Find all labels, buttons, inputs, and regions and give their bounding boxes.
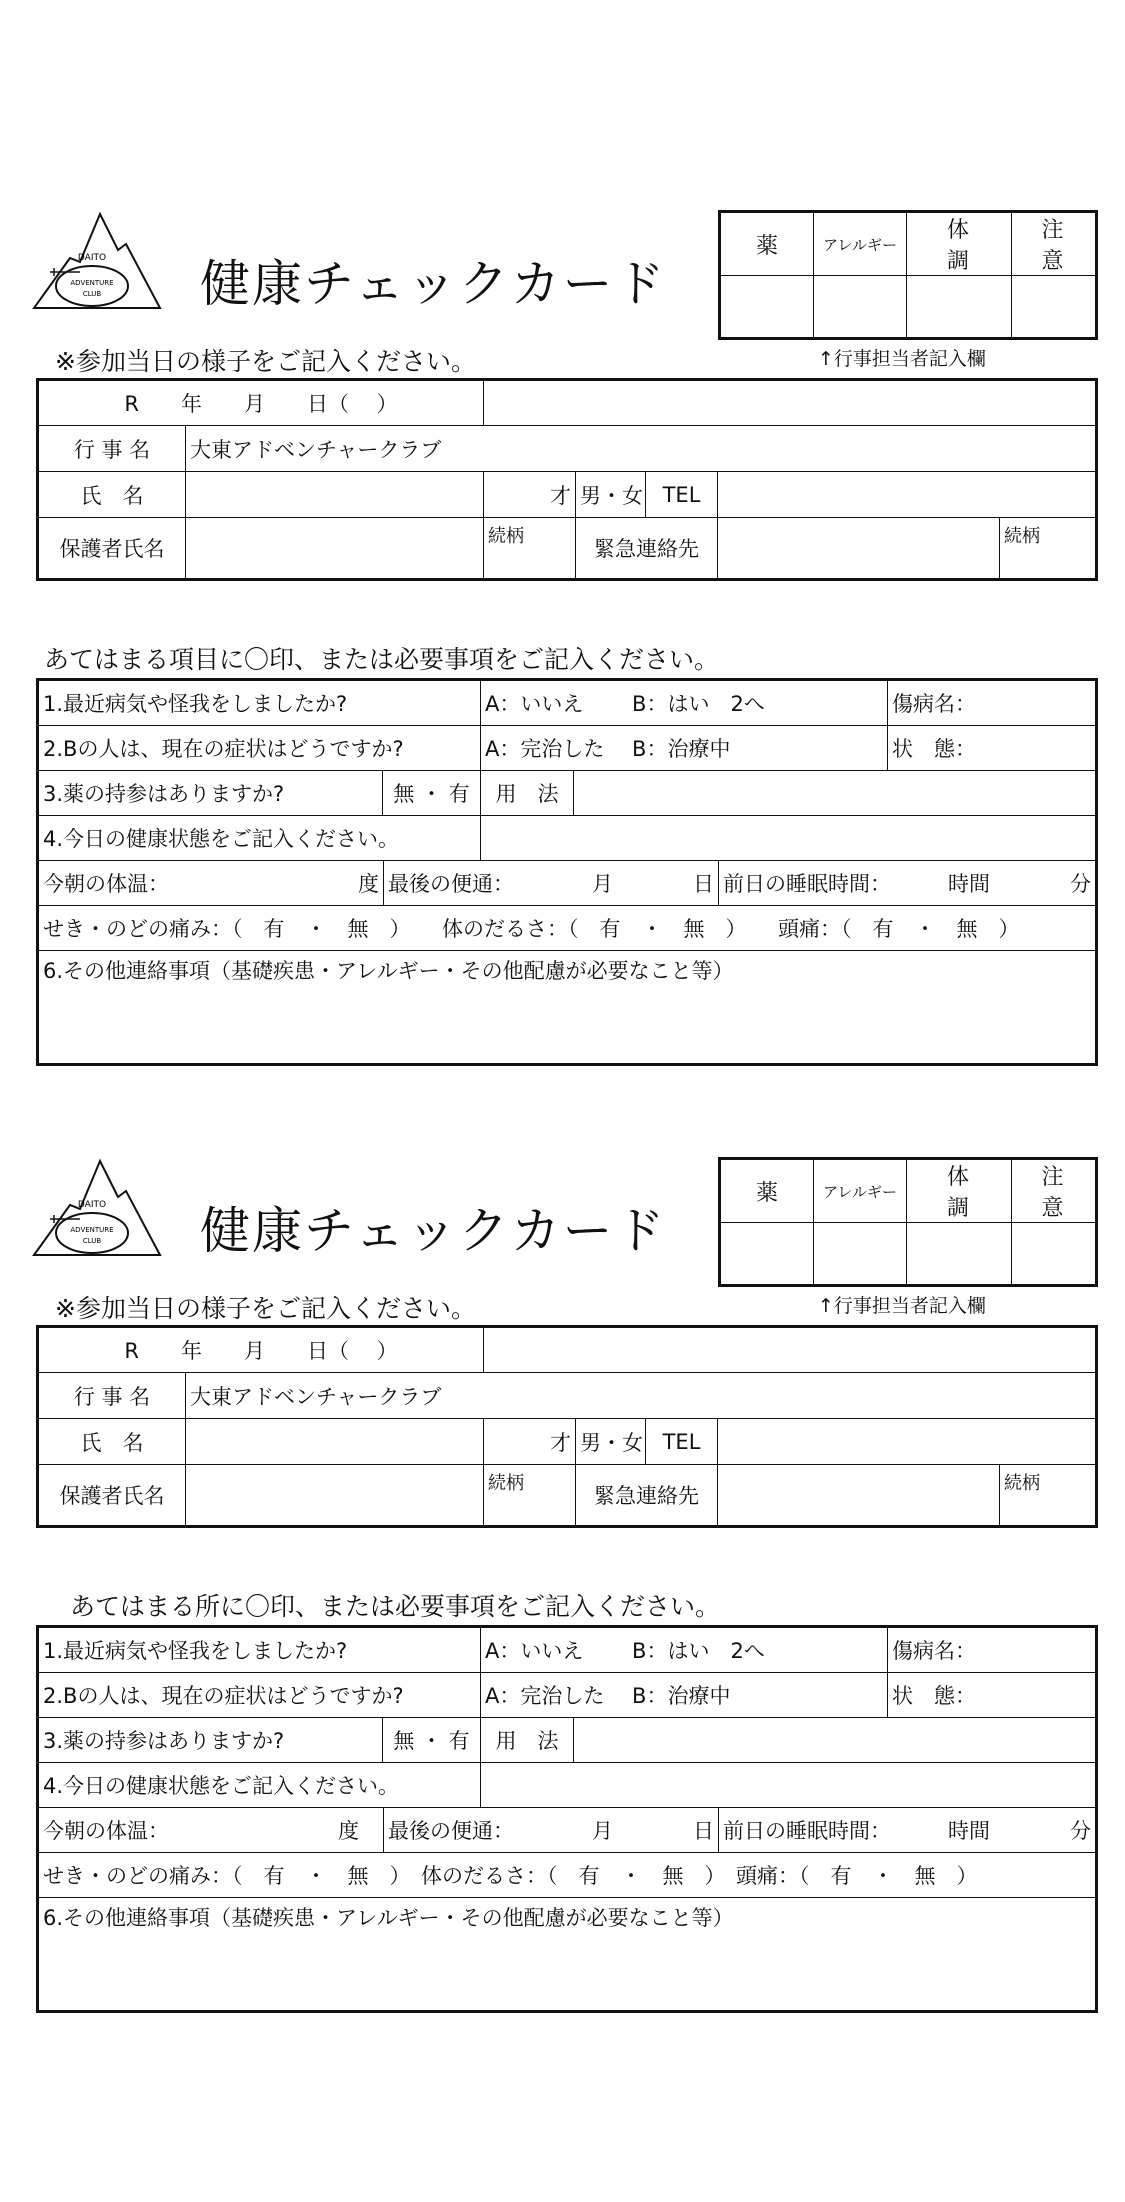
health-questions-table — [36, 1625, 1098, 2013]
staff-note: ↑行事担当者記入欄 — [818, 348, 986, 370]
guardian-label: 保護者氏名 — [38, 518, 186, 580]
q1-options[interactable]: A：いいえ B：はい 2へ — [481, 1627, 888, 1673]
sleep-label: 前日の睡眠時間： — [723, 1819, 891, 1843]
event-value: 大東アドベンチャークラブ — [186, 1373, 1097, 1419]
q3-options[interactable]: 無 ・ 有 — [383, 1718, 481, 1763]
q3-label: 3.薬の持参はありますか? — [38, 1718, 383, 1763]
q3-usage-label: 用 法 — [481, 1718, 574, 1763]
staff-cell[interactable] — [907, 1223, 1012, 1286]
temp-unit[interactable]: 度 — [358, 872, 379, 896]
staff-col-allergy: アレルギー — [814, 212, 907, 276]
bowel-month[interactable]: 月 — [592, 1819, 613, 1843]
entry-note: ※参加当日の様子をご記入ください。 — [55, 347, 476, 376]
date-field[interactable] — [484, 1327, 1097, 1373]
staff-col-medicine: 薬 — [720, 212, 814, 276]
tel-field[interactable] — [718, 472, 1097, 518]
temp-label: 今朝の体温： — [43, 872, 169, 896]
q3-usage-label: 用 法 — [481, 771, 574, 816]
name-label: 氏 名 — [38, 1419, 186, 1465]
date-label: R 年 月 日（ ） — [38, 380, 484, 426]
staff-cell[interactable] — [814, 1223, 907, 1286]
q2-status-field[interactable]: 状 態： — [888, 726, 1097, 771]
q1-label: 1.最近病気や怪我をしましたか? — [38, 680, 481, 726]
q2-label: 2.Bの人は、現在の症状はどうですか? — [38, 726, 481, 771]
staff-cell[interactable] — [720, 1223, 814, 1286]
event-label: 行 事 名 — [38, 426, 186, 472]
name-field[interactable] — [186, 1419, 484, 1465]
q1-label: 1.最近病気や怪我をしましたか? — [38, 1627, 481, 1673]
staff-cell[interactable] — [907, 276, 1012, 339]
emergency-label: 緊急連絡先 — [576, 1465, 718, 1527]
svg-text:CLUB: CLUB — [82, 1237, 102, 1245]
svg-text:CLUB: CLUB — [82, 290, 102, 298]
event-value: 大東アドベンチャークラブ — [186, 426, 1097, 472]
health-check-card-1 — [0, 210, 1125, 1090]
tel-label: TEL — [646, 1419, 718, 1465]
svg-text:ADVENTURE: ADVENTURE — [70, 1226, 114, 1234]
relation-label: 続柄 — [484, 1465, 576, 1527]
health-check-card-2 — [0, 1157, 1125, 2037]
sleep-minutes[interactable]: 分 — [1070, 1819, 1091, 1843]
vitals-row — [38, 1808, 1097, 1853]
name-label: 氏 名 — [38, 472, 186, 518]
q3-label: 3.薬の持参はありますか? — [38, 771, 383, 816]
relation-label: 続柄 — [484, 518, 576, 580]
temp-label: 今朝の体温： — [43, 1819, 169, 1843]
instruction: あてはまる所に〇印、または必要事項をご記入ください。 — [70, 1592, 721, 1621]
bowel-label: 最後の便通： — [388, 1819, 514, 1843]
q2-label: 2.Bの人は、現在の症状はどうですか? — [38, 1673, 481, 1718]
card-title: 健康チェックカード — [200, 255, 667, 313]
staff-cell[interactable] — [814, 276, 907, 339]
sleep-label: 前日の睡眠時間： — [723, 872, 891, 896]
q3-options[interactable]: 無 ・ 有 — [383, 771, 481, 816]
q2-status-field[interactable]: 状 態： — [888, 1673, 1097, 1718]
q6-other-notes[interactable]: 6.その他連絡事項（基礎疾患・アレルギー・その他配慮が必要なこと等） — [38, 1898, 1097, 2012]
q3-usage-field[interactable] — [574, 1718, 1097, 1763]
tel-field[interactable] — [718, 1419, 1097, 1465]
emergency-field[interactable] — [718, 1465, 1000, 1527]
relation-label-2: 続柄 — [1000, 518, 1097, 580]
q4-field[interactable] — [481, 1763, 1097, 1808]
participant-info-table — [36, 1325, 1098, 1528]
q3-usage-field[interactable] — [574, 771, 1097, 816]
participant-info-table — [36, 378, 1098, 581]
guardian-field[interactable] — [186, 1465, 484, 1527]
staff-entry-box — [718, 210, 1098, 340]
date-field[interactable] — [484, 380, 1097, 426]
club-logo — [30, 210, 165, 330]
entry-note: ※参加当日の様子をご記入ください。 — [55, 1294, 476, 1323]
sleep-hours[interactable]: 時間 — [948, 1819, 990, 1843]
symptoms-row[interactable]: せき・のどの痛み：（ 有 ・ 無 ） 体のだるさ：（ 有 ・ 無 ） 頭痛：（ 有 ・ 無 ） — [38, 1853, 1097, 1898]
svg-text:DAITO: DAITO — [77, 253, 107, 263]
sleep-minutes[interactable]: 分 — [1070, 872, 1091, 896]
relation-label-2: 続柄 — [1000, 1465, 1097, 1527]
staff-cell[interactable] — [1012, 276, 1097, 339]
q1-injury-field[interactable]: 傷病名： — [888, 1627, 1097, 1673]
temp-unit[interactable]: 度 — [338, 1819, 359, 1843]
q2-options[interactable]: A：完治した B：治療中 — [481, 726, 888, 771]
sex-field[interactable]: 男・女 — [576, 472, 646, 518]
q6-other-notes[interactable]: 6.その他連絡事項（基礎疾患・アレルギー・その他配慮が必要なこと等） — [38, 951, 1097, 1065]
q4-label: 4.今日の健康状態をご記入ください。 — [38, 1763, 481, 1808]
staff-entry-box — [718, 1157, 1098, 1287]
staff-cell[interactable] — [720, 276, 814, 339]
svg-text:ADVENTURE: ADVENTURE — [70, 279, 114, 287]
card-title: 健康チェックカード — [200, 1202, 667, 1260]
bowel-month[interactable]: 月 — [592, 872, 613, 896]
bowel-label: 最後の便通： — [388, 872, 514, 896]
bowel-day[interactable]: 日 — [693, 872, 714, 896]
staff-col-medicine: 薬 — [720, 1159, 814, 1223]
emergency-field[interactable] — [718, 518, 1000, 580]
q1-injury-field[interactable]: 傷病名： — [888, 680, 1097, 726]
instruction: あてはまる項目に〇印、または必要事項をご記入ください。 — [44, 645, 720, 674]
club-logo — [30, 1157, 165, 1277]
q2-options[interactable]: A：完治した B：治療中 — [481, 1673, 888, 1718]
event-label: 行 事 名 — [38, 1373, 186, 1419]
health-questions-table — [36, 678, 1098, 1066]
date-label: R 年 月 日（ ） — [38, 1327, 484, 1373]
age-field[interactable]: 才 — [484, 472, 576, 518]
age-field[interactable]: 才 — [484, 1419, 576, 1465]
svg-text:DAITO: DAITO — [77, 1200, 107, 1210]
staff-col-allergy: アレルギー — [814, 1159, 907, 1223]
symptoms-row[interactable]: せき・のどの痛み：（ 有 ・ 無 ） 体のだるさ：（ 有 ・ 無 ） 頭痛：（ 有 ・ 無 ） — [38, 906, 1097, 951]
sex-field[interactable]: 男・女 — [576, 1419, 646, 1465]
staff-col-condition: 体 調 — [907, 1159, 1012, 1223]
q4-field[interactable] — [481, 816, 1097, 861]
bowel-day[interactable]: 日 — [693, 1819, 714, 1843]
emergency-label: 緊急連絡先 — [576, 518, 718, 580]
staff-note: ↑行事担当者記入欄 — [818, 1295, 986, 1317]
guardian-field[interactable] — [186, 518, 484, 580]
sleep-hours[interactable]: 時間 — [948, 872, 990, 896]
staff-col-caution: 注 意 — [1012, 212, 1097, 276]
q1-options[interactable]: A：いいえ B：はい 2へ — [481, 680, 888, 726]
staff-col-condition: 体 調 — [907, 212, 1012, 276]
q4-label: 4.今日の健康状態をご記入ください。 — [38, 816, 481, 861]
tel-label: TEL — [646, 472, 718, 518]
vitals-row — [38, 861, 1097, 906]
staff-col-caution: 注 意 — [1012, 1159, 1097, 1223]
staff-cell[interactable] — [1012, 1223, 1097, 1286]
guardian-label: 保護者氏名 — [38, 1465, 186, 1527]
name-field[interactable] — [186, 472, 484, 518]
